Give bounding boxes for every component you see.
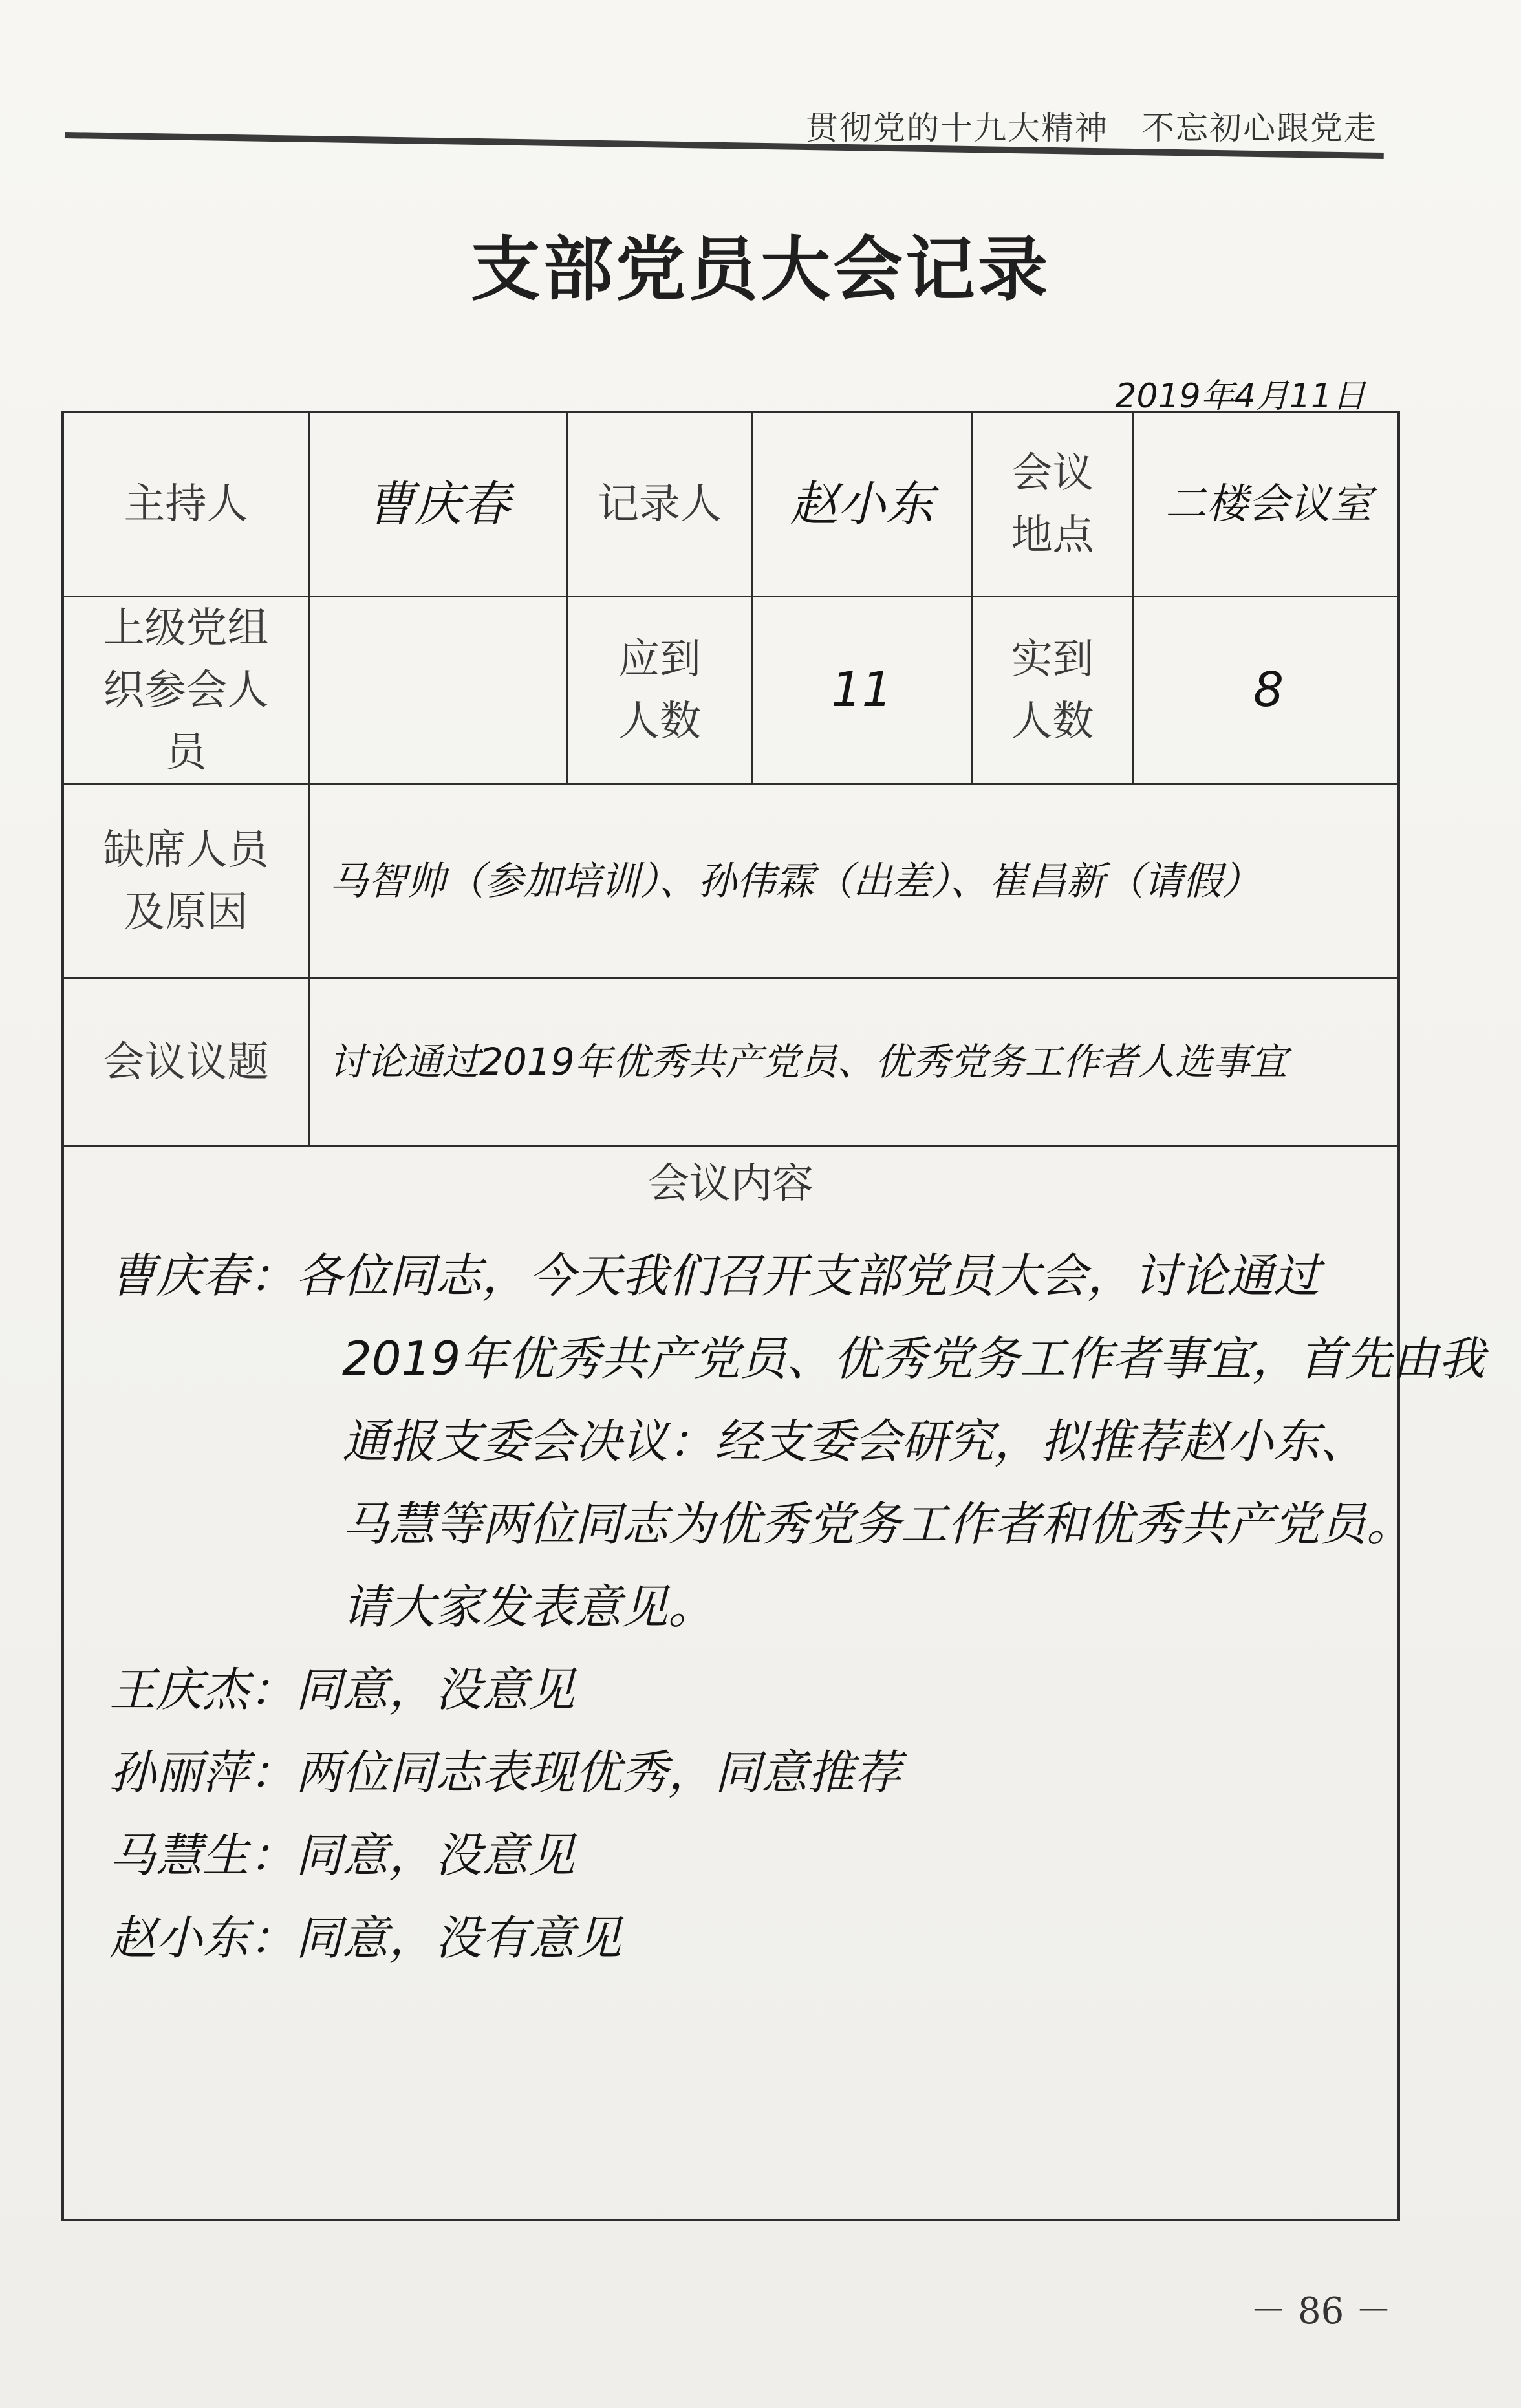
recorder-label: 记录人 bbox=[568, 413, 753, 596]
superior-label: 上级党组织参会人员 bbox=[64, 597, 310, 783]
location-value bbox=[1134, 413, 1403, 596]
row-attendance bbox=[64, 597, 1397, 785]
location-value-text: 二楼会议室 bbox=[1165, 480, 1372, 528]
row-absent bbox=[64, 785, 1397, 979]
content-line: 2019年优秀共产党员、优秀党务工作者事宜，首先由我 bbox=[342, 1331, 1485, 1386]
meeting-record-form bbox=[61, 411, 1485, 2221]
row-topic bbox=[64, 979, 1397, 1147]
topic-value-text: 讨论通过2019年优秀共产党员、优秀党务工作者人选事宜 bbox=[329, 1040, 1288, 1084]
location-label: 会议地点 bbox=[973, 413, 1134, 596]
content-line: 王庆杰：同意，没意见 bbox=[109, 1662, 576, 1717]
meeting-date: 2019年4月11日 bbox=[1115, 377, 1366, 416]
recorder-value bbox=[753, 413, 973, 596]
expected-value-text: 11 bbox=[831, 662, 892, 718]
topic-value bbox=[310, 979, 1403, 1145]
actual-label: 实到人数 bbox=[973, 597, 1134, 783]
absent-value bbox=[310, 785, 1403, 977]
content-line: 赵小东：同意，没有意见 bbox=[109, 1911, 622, 1965]
content-line: 通报支委会决议：经支委会研究，拟推荐赵小东、 bbox=[342, 1414, 1367, 1468]
page-number: － 86 － bbox=[1250, 2290, 1392, 2332]
host-label: 主持人 bbox=[64, 413, 310, 596]
meeting-content bbox=[109, 1234, 1485, 1979]
topic-label: 会议议题 bbox=[64, 979, 310, 1145]
row-host bbox=[64, 413, 1397, 597]
expected-value bbox=[753, 597, 973, 783]
actual-value-text: 8 bbox=[1253, 662, 1284, 718]
content-line: 请大家发表意见。 bbox=[342, 1580, 715, 1634]
header-slogan: 贯彻党的十九大精神 不忘初心跟党走 bbox=[806, 109, 1377, 147]
content-line: 马慧等两位同志为优秀党务工作者和优秀共产党员。 bbox=[342, 1497, 1414, 1551]
content-label: 会议内容 bbox=[648, 1160, 814, 1208]
recorder-value-text: 赵小东 bbox=[790, 476, 934, 532]
content-line: 马慧生：同意，没意见 bbox=[109, 1828, 576, 1882]
document-title: 支部党员大会记录 bbox=[470, 229, 1050, 310]
host-value-text: 曹庆春 bbox=[366, 476, 510, 532]
superior-value bbox=[310, 597, 568, 783]
host-value bbox=[310, 413, 568, 596]
content-line: 曹庆春：各位同志，今天我们召开支部党员大会，讨论通过 bbox=[109, 1249, 1321, 1303]
absent-label: 缺席人员及原因 bbox=[64, 785, 310, 977]
actual-value bbox=[1134, 597, 1403, 783]
expected-label: 应到人数 bbox=[568, 597, 753, 783]
absent-value-text: 马智帅（参加培训）、孙伟霖（出差）、崔昌新（请假） bbox=[329, 858, 1260, 904]
page-header bbox=[65, 91, 1384, 188]
content-line: 孙丽萍：两位同志表现优秀，同意推荐 bbox=[109, 1745, 901, 1800]
